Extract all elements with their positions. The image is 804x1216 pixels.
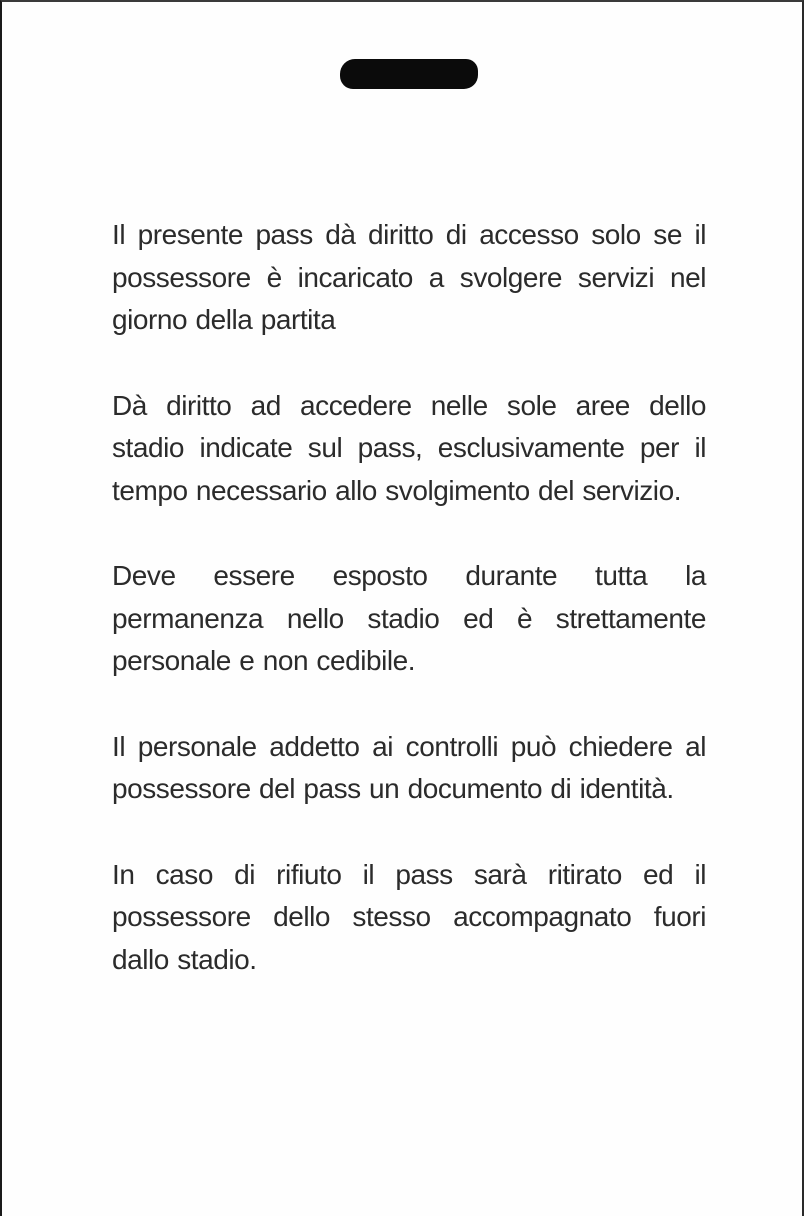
terms-paragraph-refusal: In caso di rifiuto il pass sarà ritirato ed il possessore dello stesso accompagnato fuori dallo stadio. [112,858,706,975]
terms-paragraph-display: Deve essere esposto durante tutta la permanenza nello stadio ed è strettamente personale e non cedibile. [112,560,706,676]
pass-terms [112,214,706,1024]
terms-paragraph-access: Il presente pass dà diritto di accesso solo se il possessore è incaricato a svolgere servizi nel giorno della partita [112,219,706,335]
lanyard-slot [340,59,478,89]
terms-paragraph-areas: Dà diritto ad accedere nelle sole aree dello stadio indicate sul pass, esclusivamente per il tempo necessario allo svolgimento del servizio. [112,389,706,506]
terms-paragraph-identity-check: Il personale addetto ai controlli può chiedere al possessore del pass un documento di identità. [112,730,706,804]
